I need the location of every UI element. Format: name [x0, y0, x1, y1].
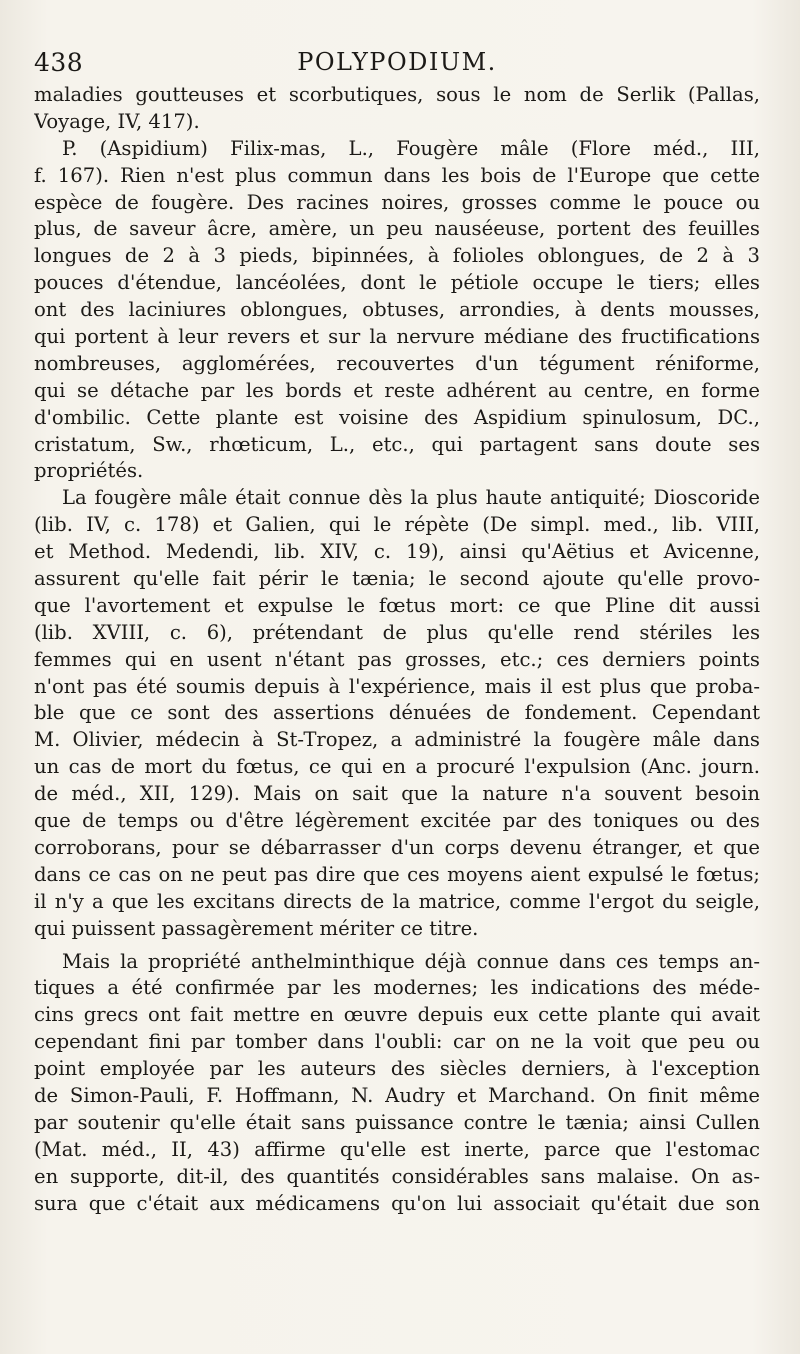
text-line: plus, de saveur âcre, amère, un peu nauséeuse, portent des feuilles [34, 217, 760, 241]
text-line: P. (Aspidium) Filix-mas, L., Fougère mâle (Flore méd., III, [62, 136, 760, 160]
text-line: Voyage, IV, 417). [34, 109, 200, 133]
text-line: ble que ce sont des assertions dénuées de fondement. Cependant [34, 701, 760, 725]
text-line: femmes qui en usent n'étant pas grosses, etc.; ces derniers points [34, 647, 760, 671]
paragraph [34, 485, 760, 942]
text-line: propriétés. [34, 459, 144, 483]
text-line: cins grecs ont fait mettre en œuvre depuis eux cette plante qui avait [34, 1003, 760, 1027]
text-line: ont des laciniures oblongues, obtuses, arrondies, à dents mousses, [34, 298, 760, 322]
text-line: il n'y a que les excitans directs de la matrice, comme l'ergot du seigle, [34, 889, 760, 913]
text-line: point employée par les auteurs des siècles derniers, à l'exception [34, 1057, 760, 1081]
text-line: dans ce cas on ne peut pas dire que ces moyens aient expulsé le fœtus; [34, 862, 760, 886]
text-line: sura que c'était aux médicamens qu'on lui associait qu'était due son [34, 1191, 760, 1215]
text-line: par soutenir qu'elle était sans puissance contre le tænia; ainsi Cullen [34, 1110, 760, 1134]
text-line: de méd., XII, 129). Mais on sait que la nature n'a souvent besoin [34, 782, 760, 806]
body-text [34, 82, 760, 1217]
text-line: (lib. XVIII, c. 6), prétendant de plus qu'elle rend stériles les [34, 620, 760, 644]
text-line: f. 167). Rien n'est plus commun dans les bois de l'Europe que cette [34, 163, 760, 187]
text-line: et Method. Medendi, lib. XIV, c. 19), ainsi qu'Aëtius et Avicenne, [34, 540, 760, 564]
text-line: corroborans, pour se débarrasser d'un corps devenu étranger, et que [34, 835, 760, 859]
text-line: Mais la propriété anthelminthique déjà connue dans ces temps an- [62, 949, 760, 973]
text-line: espèce de fougère. Des racines noires, grosses comme le pouce ou [34, 190, 760, 214]
text-line: (lib. IV, c. 178) et Galien, qui le répète (De simpl. med., lib. VIII, [34, 513, 760, 537]
text-line: La fougère mâle était connue dès la plus haute antiquité; Dioscoride [62, 486, 760, 510]
page-header [34, 48, 760, 78]
text-line: longues de 2 à 3 pieds, bipinnées, à folioles oblongues, de 2 à 3 [34, 244, 760, 268]
text-line: maladies goutteuses et scorbutiques, sous le nom de Serlik (Pallas, [34, 83, 760, 106]
paragraph [34, 949, 760, 1218]
paragraph [34, 136, 760, 486]
running-head: POLYPODIUM. [297, 48, 497, 76]
text-line: nombreuses, agglomérées, recouvertes d'un tégument réniforme, [34, 351, 760, 375]
text-line: que de temps ou d'être légèrement excitée par des toniques ou des [34, 809, 760, 833]
text-line: qui puissent passagèrement mériter ce titre. [34, 916, 479, 940]
text-line: pouces d'étendue, lancéolées, dont le pétiole occupe le tiers; elles [34, 271, 760, 295]
text-line: M. Olivier, médecin à St-Tropez, a administré la fougère mâle dans [34, 728, 760, 752]
text-line: en supporte, dit-il, des quantités considérables sans malaise. On as- [34, 1164, 760, 1188]
text-line: n'ont pas été soumis depuis à l'expérience, mais il est plus que proba- [34, 674, 760, 698]
text-line: cependant fini par tomber dans l'oubli: car on ne la voit que peu ou [34, 1030, 760, 1054]
text-line: cristatum, Sw., rhœticum, L., etc., qui partagent sans doute ses [34, 432, 760, 456]
text-line: assurent qu'elle fait périr le tænia; le second ajoute qu'elle provo- [34, 567, 760, 591]
text-line: de Simon-Pauli, F. Hoffmann, N. Audry et Marchand. On finit même [34, 1083, 760, 1107]
text-line: un cas de mort du fœtus, ce qui en a procuré l'expulsion (Anc. journ. [34, 755, 760, 779]
page-number: 438 [34, 48, 84, 77]
text-line: (Mat. méd., II, 43) affirme qu'elle est inerte, parce que l'estomac [34, 1137, 760, 1161]
text-line: qui se détache par les bords et reste adhérent au centre, en forme [34, 378, 760, 402]
paragraph [34, 82, 760, 136]
text-line: d'ombilic. Cette plante est voisine des Aspidium spinulosum, DC., [34, 405, 760, 429]
text-line: qui portent à leur revers et sur la nervure médiane des fructifications [34, 325, 760, 349]
text-line: que l'avortement et expulse le fœtus mort: ce que Pline dit aussi [34, 593, 760, 617]
text-line: tiques a été confirmée par les modernes; les indications des méde- [34, 976, 760, 1000]
